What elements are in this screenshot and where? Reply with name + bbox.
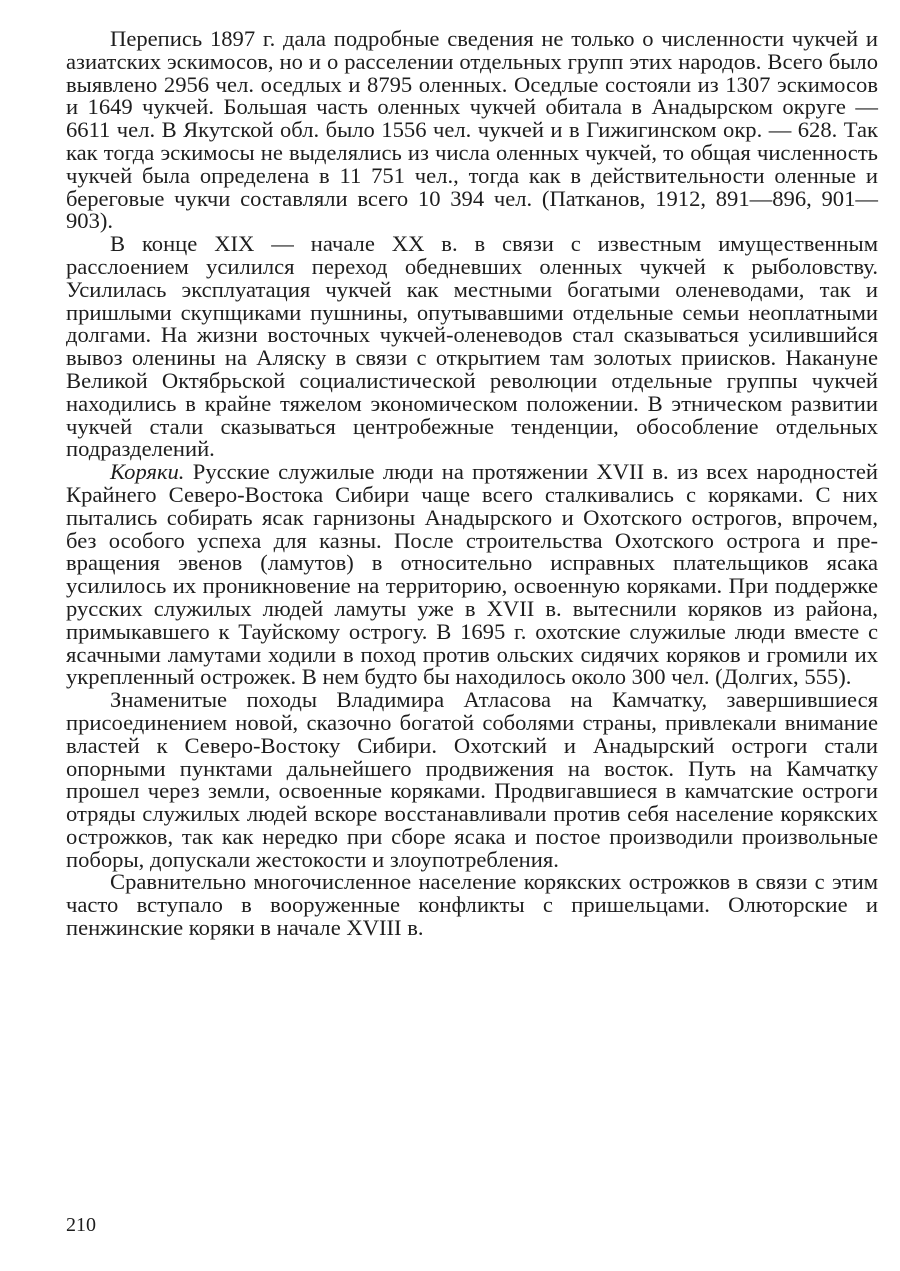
section-lead-koryaks: Коряки. — [110, 459, 185, 485]
body-text — [66, 28, 878, 940]
paragraph-late-19th-century: В конце XIX — начале XX в. в связи с известным имущественным расслоением усилился переход обедневших оленных чукчей к рыболовству. Усилилась эксплуатация чукчей как местными богатыми оленеводами, так и пришлыми скупщиками пушнины, опутывавшими отдельные семьи неоплатными долгами. На жизни восточных чукчей-оленеводов стал сказываться усилившийся вывоз оленины на Аляску в связи с открытием там золотых приисков. Накануне Великой Октябрьской социалистической революции отдельные группы чукчей находились в крайне тяжелом экономическом положении. В этническом развитии чукчей стали сказываться центробежные тенденции, обособление отдельных подразделений. — [66, 231, 878, 462]
paragraph-atlasov: Знаменитые походы Владимира Атласова на Камчатку, завершившиеся присоединением новой, сказочно богатой соболями страны, привлекали внимание властей к Северо-Востоку Сибири. Охотский и Анадырский остроги стали опорными пунктами дальнейшего продвижения на восток. Путь на Камчатку прошел через земли, освоенные коряками. Продвигавшиеся в камчатские остроги отряды служилых людей вскоре восстанавливали против себя население корякских острожков, так как нередко при сборе ясака и постое производили произвольные поборы, допускали жестокости и злоупотребления. — [66, 687, 878, 872]
page-number: 210 — [66, 1214, 96, 1236]
paragraph-koryaks-text: Русские служилые люди на протяжении XVII в. из всех народностей Крайнего Северо-Востока Сибири чаще всего сталкивались с коряками. С них пытались собирать ясак гарнизоны Анадырского и Охотского острогов, впрочем, без особого успеха для казны. После строительства Охотского острога и превращения эвенов (ламутов) в относительно исправных плательщиков ясака усилилось их проникновение на территорию, освоенную коряками. При поддержке русских служилых людей ламуты уже в XVII в. вытеснили коряков из района, примыкавшего к Тауйскому острогу. В 1695 г. охотские служилые люди вместе с ясачными ламутами ходили в поход против ольских сидячих коряков и громили их укрепленный острожек. В нем будто бы находилось около 300 чел. (Долгих, 555). — [66, 459, 878, 690]
paragraph-census-1897: Перепись 1897 г. дала подробные сведения не только о численности чукчей и азиатских эскимосов, но и о расселении отдельных групп этих народов. Всего было выявлено 2956 чел. оседлых и 8795 оленных. Оседлые состояли из 1307 эскимосов и 1649 чукчей. Большая часть оленных чукчей обитала в Анадырском округе — 6611 чел. В Якутской обл. было 1556 чел. чукчей и в Гижигинском окр. — 628. Так как тогда эскимосы не выделялись из числа оленных чукчей, то общая численность чукчей была определена в 11 751 чел., тогда как в действительности оленные и береговые чукчи составляли всего 10 394 чел. (Патканов, 1912, 891—896, 901—903). — [66, 26, 878, 234]
paragraph-conflicts: Сравнительно многочисленное население корякских острожков в связи с этим часто вступало в вооруженные конфликты с пришельцами. Олюторские и пенжинские коряки в начале XVIII в. — [66, 869, 878, 941]
paragraph-koryaks — [66, 461, 878, 689]
